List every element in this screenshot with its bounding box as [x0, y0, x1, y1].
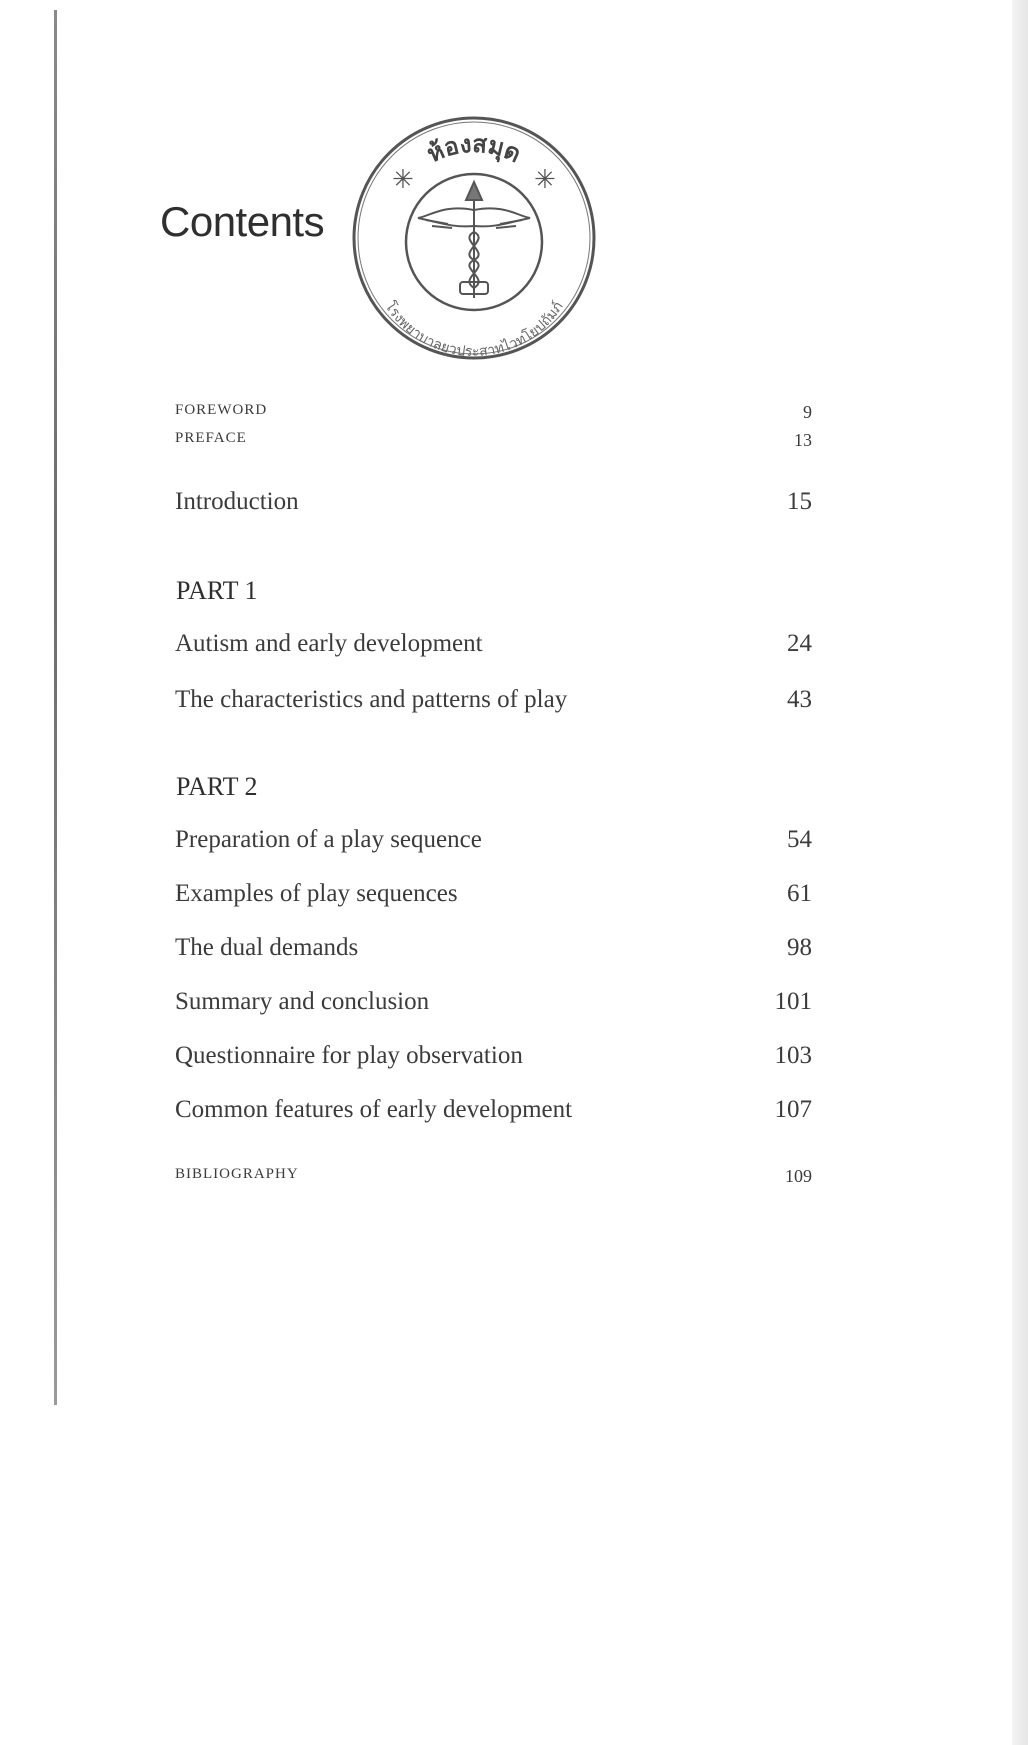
toc-entry-label: Examples of play sequences: [175, 880, 458, 907]
toc-page-number: 43: [787, 686, 812, 713]
toc-entry-label: BIBLIOGRAPHY: [175, 1166, 299, 1182]
toc-entry-label: Preparation of a play sequence: [175, 826, 482, 853]
toc-entry-label: Common features of early development: [175, 1096, 573, 1123]
part-1-heading: PART 1: [176, 576, 258, 605]
toc-page-number: 107: [774, 1096, 812, 1123]
toc-entry-introduction[interactable]: [0, 488, 1028, 528]
toc-page-number: 15: [787, 488, 812, 515]
library-stamp: [348, 112, 600, 364]
svg-text:✳: ✳: [392, 165, 414, 195]
toc-entry-bibliography[interactable]: [0, 1166, 1028, 1206]
toc-entry-chapter[interactable]: [0, 934, 1028, 974]
toc-page-number: 109: [785, 1166, 812, 1186]
toc-entry-chapter[interactable]: [0, 630, 1028, 670]
toc-page-number: 103: [774, 1042, 812, 1069]
svg-text:โรงพยาบาลยุวประสาทไวทโยปถัมภ์: โรงพยาบาลยุวประสาทไวทโยปถัมภ์: [381, 298, 567, 361]
toc-page-number: 24: [787, 630, 812, 657]
toc-page-number: 13: [794, 430, 812, 450]
toc-page-number: 54: [787, 826, 812, 853]
toc-page-number: 98: [787, 934, 812, 961]
toc-entry-chapter[interactable]: [0, 880, 1028, 920]
contents-heading: Contents: [160, 198, 325, 245]
toc-entry-chapter[interactable]: [0, 1042, 1028, 1082]
toc-entry-label: Summary and conclusion: [175, 988, 430, 1015]
toc-entry-chapter[interactable]: [0, 1096, 1028, 1136]
svg-text:✳: ✳: [534, 165, 556, 195]
toc-entry-label: PREFACE: [175, 430, 247, 446]
toc-entry-chapter[interactable]: [0, 826, 1028, 866]
toc-entry-label: FOREWORD: [175, 402, 268, 418]
toc-entry-label: The characteristics and patterns of play: [175, 686, 568, 713]
page-edge-shadow: [1012, 0, 1028, 1745]
toc-entry-label: Introduction: [175, 488, 299, 515]
toc-entry-chapter[interactable]: [0, 686, 1028, 726]
part-2-heading: PART 2: [176, 772, 258, 801]
toc-page-number: 61: [787, 880, 812, 907]
toc-page-number: 101: [774, 988, 812, 1015]
toc-entry-chapter[interactable]: [0, 988, 1028, 1028]
svg-text:ห้องสมุด: ห้องสมุด: [422, 129, 526, 169]
toc-entry-label: Autism and early development: [175, 630, 483, 657]
toc-entry-preface[interactable]: [0, 430, 1028, 470]
toc-entry-label: Questionnaire for play observation: [175, 1042, 523, 1069]
toc-entry-label: The dual demands: [175, 934, 359, 961]
toc-page-number: 9: [803, 402, 812, 422]
